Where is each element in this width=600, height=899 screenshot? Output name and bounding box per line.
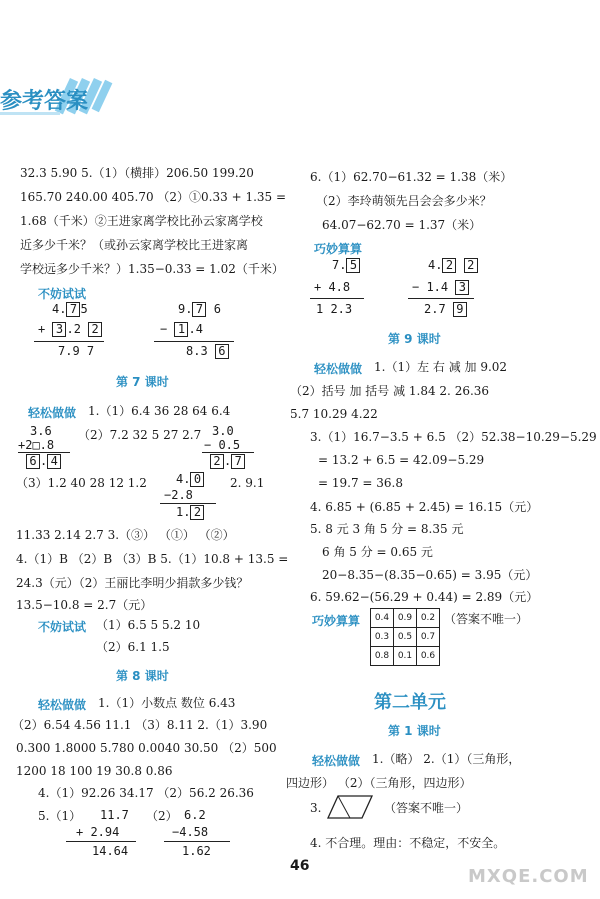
text-line: 1.（1）左 右 减 加 9.02 [374, 360, 508, 374]
header-title: 参考答案 [0, 89, 89, 114]
text-line: 1.68（千米）②王进家离学校比孙云家离学校 [20, 214, 263, 228]
vertical-calc-row: 8.3 6 [186, 344, 229, 359]
magic-square-grid [370, 608, 440, 666]
text-line: 20−8.35−(8.35−0.65) = 3.95（元） [322, 568, 538, 582]
page-number: 46 [290, 858, 310, 874]
vertical-calc-row: 2.7 9 [424, 302, 467, 317]
header-banner [0, 72, 125, 122]
text-line: （1）6.5 5 5.2 10 [96, 618, 201, 632]
text-line: 5.7 10.29 4.22 [290, 407, 378, 421]
vertical-calc-row: 9. 7 6 [178, 302, 221, 316]
calc-rule [310, 298, 364, 299]
vertical-calc-row: −2.8 [164, 488, 193, 502]
text-line: 1.（1）6.4 36 28 64 6.4 [88, 404, 231, 418]
text-line: （2）括号 加 括号 减 1.84 2. 26.36 [290, 384, 490, 398]
vertical-calc-row: − 1 .4 [160, 322, 203, 336]
section-label: 轻松做做 [314, 362, 363, 376]
vertical-calc-row: 3.0 [212, 424, 234, 438]
calc-rule [408, 298, 474, 299]
grid-cell: 0.5 [394, 628, 417, 647]
vertical-calc-row: + 3 .2 2 [38, 322, 102, 337]
text-line: 4. 不合理。理由：不稳定，不安全。 [310, 836, 506, 850]
text-line: 学校远多少千米？）1.35−0.33 = 1.02（千米） [20, 262, 284, 276]
section-label: 轻松做做 [38, 698, 87, 712]
vertical-calc-row: + 4.8 [314, 280, 351, 294]
section-label: 巧妙算算 [314, 242, 363, 256]
vertical-calc-row: +2□.8 [18, 438, 55, 452]
text-note: （答案不唯一） [444, 612, 529, 626]
calc-rule [202, 452, 254, 453]
lesson-title: 第 9 课时 [388, 332, 441, 346]
text-line: 6 角 5 分 = 0.65 元 [322, 545, 433, 559]
lesson-title: 第 8 课时 [116, 669, 169, 683]
watermark: MXQE.COM [468, 866, 589, 887]
text-line: = 19.7 = 36.8 [318, 476, 403, 490]
grid-cell: 0.4 [371, 609, 394, 628]
grid-cell: 0.2 [417, 609, 440, 628]
section-label: 不妨试试 [38, 287, 87, 301]
text-line: 5.（1） [38, 809, 82, 823]
section-label: 不妨试试 [38, 620, 87, 634]
text-line: 3. [310, 801, 322, 815]
vertical-calc-row: − 0.5 [204, 438, 241, 452]
lesson-title: 第 1 课时 [388, 724, 441, 738]
text-line: 64.07−62.70 = 1.37（米） [322, 218, 482, 232]
text-line: 2. 9.1 [230, 476, 265, 490]
grid-cell: 0.6 [417, 647, 440, 666]
text-line: （2）6.1 1.5 [96, 640, 170, 654]
text-line: 32.3 5.90 5.（1）（横排）206.50 199.20 [20, 166, 254, 180]
vertical-calc-row: − 1.4 3 [412, 280, 469, 295]
calc-rule [154, 341, 234, 342]
text-line: 3.（1）16.7−3.5 + 6.5 （2）52.38−10.29−5.29 [310, 430, 597, 444]
calc-rule [34, 341, 104, 342]
vertical-calc-row: 7. 5 [332, 258, 360, 273]
vertical-calc-row: 4. 2 2 [428, 258, 478, 273]
text-line: 24.3（元）（2）王丽比李明少捐款多少钱？ [16, 576, 249, 590]
vertical-calc-row: 6.2 [184, 808, 206, 822]
vertical-calc-row: 6 . 4 [26, 454, 61, 469]
vertical-calc-row: −4.58 [172, 825, 209, 839]
calc-rule [164, 841, 230, 842]
text-line: 0.300 1.8000 5.780 0.0040 30.50 （2）500 [16, 741, 277, 755]
text-line: 四边形） （2）（三角形，四边形） [286, 776, 472, 790]
text-line: 11.33 2.14 2.7 3.（③） （①） （②） [16, 528, 235, 542]
text-line: = 13.2 + 6.5 = 42.09−5.29 [318, 453, 485, 467]
section-label: 巧妙算算 [312, 614, 361, 628]
grid-cell: 0.3 [371, 628, 394, 647]
text-line: 1.（1）小数点 数位 6.43 [98, 696, 236, 710]
grid-cell: 0.8 [371, 647, 394, 666]
text-line: 4. 6.85 + (6.85 + 2.45) = 16.15（元） [310, 500, 539, 514]
vertical-calc-row: 11.7 [100, 808, 129, 822]
parallelogram-figure [326, 792, 376, 822]
vertical-calc-row: + 2.94 [76, 825, 120, 839]
text-line: 1.（略） 2.（1）（三角形， [372, 752, 521, 766]
text-line: （2） [146, 809, 178, 823]
vertical-calc-row: 4. 7 5 [52, 302, 88, 316]
vertical-calc-row: 4. 0 [176, 472, 204, 487]
calc-rule [160, 503, 216, 504]
text-line: （2）6.54 4.56 11.1 （3）8.11 2.（1）3.90 [12, 718, 268, 732]
text-line: 5. 8 元 3 角 5 分 = 8.35 元 [310, 522, 464, 536]
calc-rule [18, 452, 70, 453]
text-line: （2）7.2 32 5 27 2.7 [78, 428, 202, 442]
vertical-calc-row: 3.6 [30, 424, 52, 438]
vertical-calc-result: 7.9 7 [58, 344, 95, 358]
grid-cell: 0.1 [394, 647, 417, 666]
grid-cell: 0.9 [394, 609, 417, 628]
vertical-calc-result: 14.64 [92, 844, 129, 858]
text-line: 6. 59.62−(56.29 + 0.44) = 2.89（元） [310, 590, 539, 604]
calc-rule [66, 841, 136, 842]
grid-cell: 0.7 [417, 628, 440, 647]
lesson-title: 第 7 课时 [116, 375, 169, 389]
text-line: 4.（1）92.26 34.17 （2）56.2 26.36 [38, 786, 254, 800]
text-line: 1200 18 100 19 30.8 0.86 [16, 764, 173, 778]
text-line: 近多少千米？（或孙云家离学校比王进家离 [20, 238, 249, 252]
vertical-calc-row: 1. 2 [176, 505, 204, 520]
unit-title: 第二单元 [374, 692, 446, 713]
text-line: 165.70 240.00 405.70 （2）①0.33 + 1.35 = [20, 190, 287, 204]
section-label: 轻松做做 [28, 406, 77, 420]
text-line: 4.（1）B （2）B （3）B 5.（1）10.8 + 13.5 = [16, 552, 289, 566]
text-note: （答案不唯一） [384, 801, 469, 815]
text-line: （3）1.2 40 28 12 1.2 [16, 476, 147, 490]
section-label: 轻松做做 [312, 754, 361, 768]
vertical-calc-result: 1.62 [182, 844, 211, 858]
text-line: 6.（1）62.70−61.32 = 1.38（米） [310, 170, 513, 184]
text-line: 13.5−10.8 = 2.7（元） [16, 598, 153, 612]
vertical-calc-row: 2 . 7 [210, 454, 245, 469]
text-line: （2）李玲萌领先吕会会多少米？ [316, 194, 492, 208]
vertical-calc-result: 1 2.3 [316, 302, 353, 316]
